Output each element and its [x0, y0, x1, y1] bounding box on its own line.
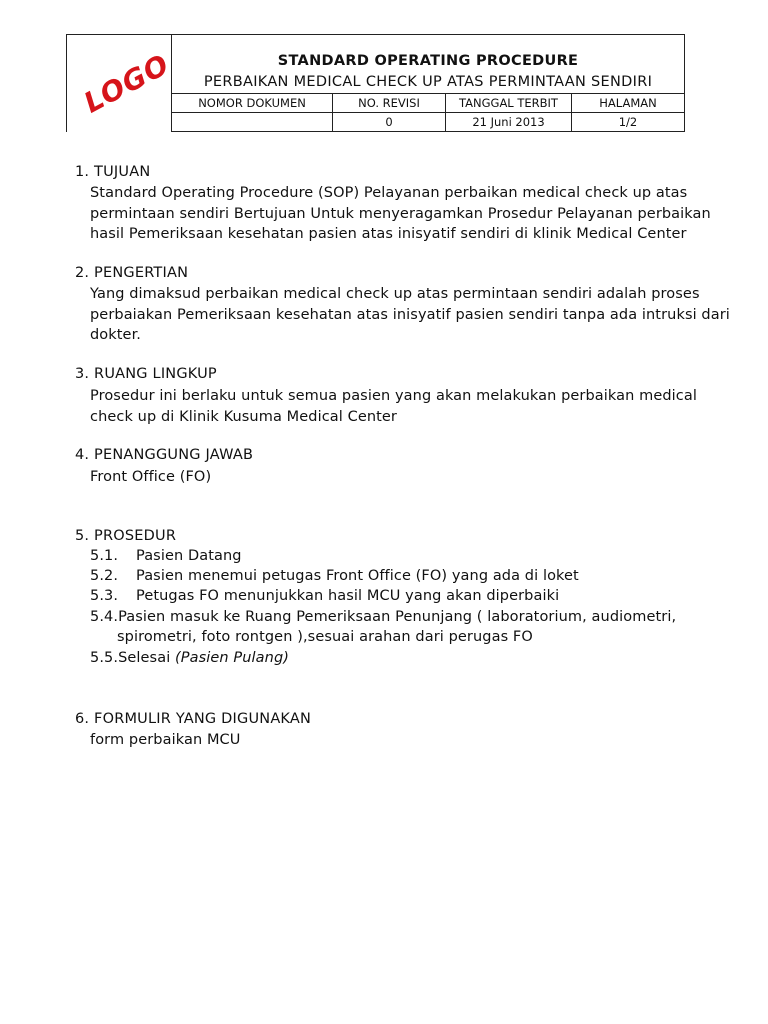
procedure-step-5-2: [90, 568, 579, 584]
col-no-revisi: NO. REVISI: [332, 94, 445, 112]
section-title-ruang-lingkup: 3. RUANG LINGKUP: [75, 366, 217, 382]
section-body-pengertian: [90, 284, 730, 346]
step-text: Pasien masuk ke Ruang Pemeriksaan Penunjang ( laboratorium, audiometri,: [118, 609, 677, 625]
document-subtitle: PERBAIKAN MEDICAL CHECK UP ATAS PERMINTAAN SENDIRI: [203, 74, 653, 90]
col-nomor-dokumen: NOMOR DOKUMEN: [198, 96, 306, 110]
step-text: spirometri, foto rontgen ),sesuai arahan dari perugas FO: [117, 629, 533, 645]
step-number: 5.2.: [90, 568, 119, 584]
text-line: check up di Klinik Kusuma Medical Center: [90, 408, 397, 425]
document-meta-table: [172, 93, 684, 132]
value-no-revisi: 0: [332, 113, 445, 131]
step-text: Pasien Datang: [136, 548, 242, 564]
meta-value-row: [172, 112, 684, 132]
value-halaman: 1/2: [571, 113, 684, 131]
text-line: Standard Operating Procedure (SOP) Pelayanan perbaikan medical check up atas: [90, 185, 688, 201]
document-title: STANDARD OPERATING PROCEDURE: [277, 53, 579, 69]
section-title-formulir: 6. FORMULIR YANG DIGUNAKAN: [75, 711, 312, 727]
step-number: 5.5.: [90, 650, 119, 666]
section-title-pengertian: 2. PENGERTIAN: [75, 265, 189, 281]
procedure-step-5-1: [90, 548, 242, 564]
text-line: hasil Pemeriksaan kesehatan pasien atas inisyatif sendiri di klinik Medical Center: [90, 226, 687, 242]
procedure-step-5-4: [90, 609, 676, 625]
procedure-step-5-3: [90, 588, 559, 604]
step-number: 5.4.: [90, 609, 119, 625]
section-title-prosedur: 5. PROSEDUR: [75, 528, 177, 544]
section-body-formulir: [90, 730, 241, 751]
step-number: 5.3.: [90, 588, 119, 604]
value-nomor-dokumen: [172, 113, 332, 131]
section-title-tujuan: 1. TUJUAN: [75, 164, 151, 180]
step-note: (Pasien Pulang): [175, 650, 290, 666]
logo-cell: [66, 35, 175, 132]
text-line: Prosedur ini berlaku untuk semua pasien yang akan melakukan perbaikan medical: [90, 388, 697, 404]
step-text: Selesai: [118, 650, 176, 666]
logo: LOGO: [78, 47, 175, 120]
step-text: Pasien menemui petugas Front Office (FO) yang ada di loket: [136, 568, 579, 584]
text-line: perbaiakan Pemeriksaan kesehatan atas inisyatif pasien sendiri tanpa ada intruksi dari: [90, 306, 730, 323]
text-line: permintaan sendiri Bertujuan Untuk menyeragamkan Prosedur Pelayanan perbaikan: [90, 205, 711, 222]
col-halaman: HALAMAN: [571, 94, 684, 112]
section-title-penanggung-jawab: 4. PENANGGUNG JAWAB: [75, 447, 254, 463]
step-text: Petugas FO menunjukkan hasil MCU yang akan diperbaiki: [136, 588, 560, 604]
header-info: [172, 35, 685, 132]
procedure-step-5-4-continuation: [117, 629, 533, 645]
meta-header-row: [172, 93, 684, 112]
section-body-penanggung-jawab: [90, 467, 211, 488]
text-line: Front Office (FO): [90, 469, 212, 485]
text-line: Yang dimaksud perbaikan medical check up atas permintaan sendiri adalah proses: [90, 286, 700, 302]
col-tanggal-terbit: TANGGAL TERBIT: [445, 94, 571, 112]
step-number: 5.1.: [90, 548, 119, 564]
document-header: [66, 34, 685, 132]
value-tanggal-terbit: 21 Juni 2013: [445, 113, 571, 131]
procedure-step-5-5: [90, 650, 289, 666]
section-body-ruang-lingkup: [90, 386, 697, 427]
text-line: form perbaikan MCU: [90, 732, 241, 748]
text-line: dokter.: [90, 327, 142, 343]
section-body-tujuan: [90, 183, 711, 245]
